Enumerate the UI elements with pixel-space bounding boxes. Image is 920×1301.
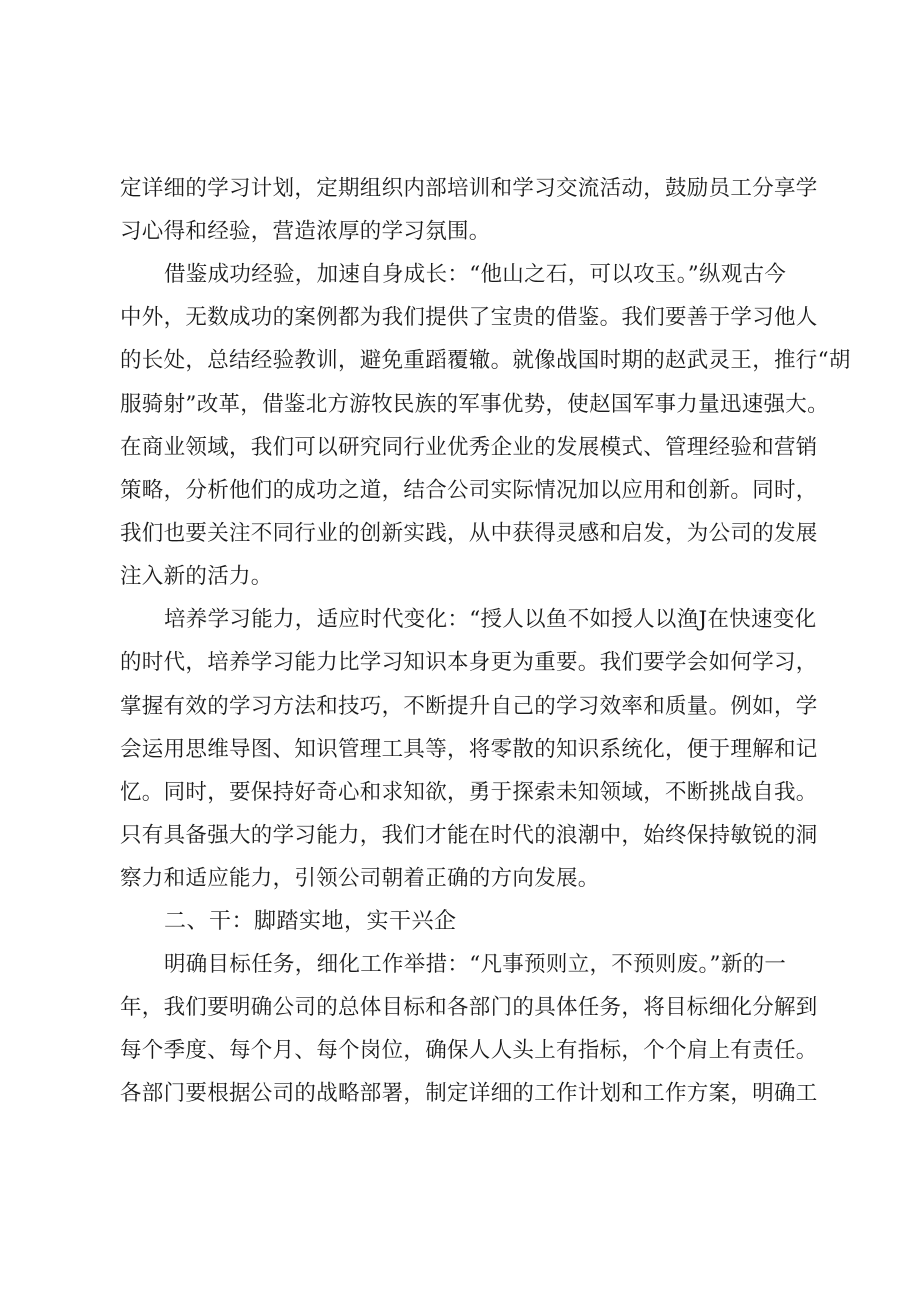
paragraph-start-line: 借鉴成功经验，加速自身成长：“他山之石，可以攻玉。”纵观古今 (164, 262, 787, 287)
text-line: 忆。同时，要保持好奇心和求知欲，勇于探索未知领域，不断挑战自我。 (120, 780, 818, 805)
text-line: 注入新的活力。 (120, 564, 273, 589)
text-line: 的长处，总结经验教训，避免重蹈覆辙。就像战国时期的赵武灵王，推行“胡 (120, 348, 851, 373)
text-line: 会运用思维导图、知识管理工具等，将零散的知识系统化，便于理解和记 (120, 737, 818, 762)
paragraph-start-line: 培养学习能力，适应时代变化：“授人以鱼不如授人以渔J在快速变化 (164, 607, 817, 632)
text-line: 年，我们要明确公司的总体目标和各部门的具体任务，将目标细化分解到 (120, 995, 818, 1020)
text-line: 的时代，培养学习能力比学习知识本身更为重要。我们要学会如何学习， (120, 650, 818, 675)
text-line: 定详细的学习计划，定期组织内部培训和学习交流活动，鼓励员工分享学 (120, 176, 818, 201)
text-line: 中外，无数成功的案例都为我们提供了宝贵的借鉴。我们要善于学习他人 (120, 305, 818, 330)
text-line: 掌握有效的学习方法和技巧，不断提升自己的学习效率和质量。例如，学 (120, 694, 818, 719)
section-heading: 二、干：脚踏实地，实干兴企 (164, 909, 457, 934)
text-line: 只有具备强大的学习能力，我们才能在时代的浪潮中，始终保持敏锐的洞 (120, 823, 818, 848)
text-line: 察力和适应能力，引领公司朝着正确的方向发展。 (120, 866, 600, 891)
text-line: 策略，分析他们的成功之道，结合公司实际情况加以应用和创新。同时， (120, 478, 818, 503)
text-line: 在商业领域，我们可以研究同行业优秀企业的发展模式、管理经验和营销 (120, 435, 818, 460)
text-line: 服骑射”改革，借鉴北方游牧民族的军事优势，使赵国军事力量迅速强大。 (120, 392, 829, 417)
text-line: 习心得和经验，营造浓厚的学习氛围。 (120, 219, 491, 244)
text-line: 各部门要根据公司的战略部署，制定详细的工作计划和工作方案，明确工 (120, 1081, 818, 1106)
text-line: 每个季度、每个月、每个岗位，确保人人头上有指标，个个肩上有责任。 (120, 1038, 818, 1063)
text-line: 我们也要关注不同行业的创新实践，从中获得灵感和启发，为公司的发展 (120, 521, 818, 546)
paragraph-start-line: 明确目标任务，细化工作举措：“凡事预则立，不预则废。”新的一 (164, 952, 787, 977)
